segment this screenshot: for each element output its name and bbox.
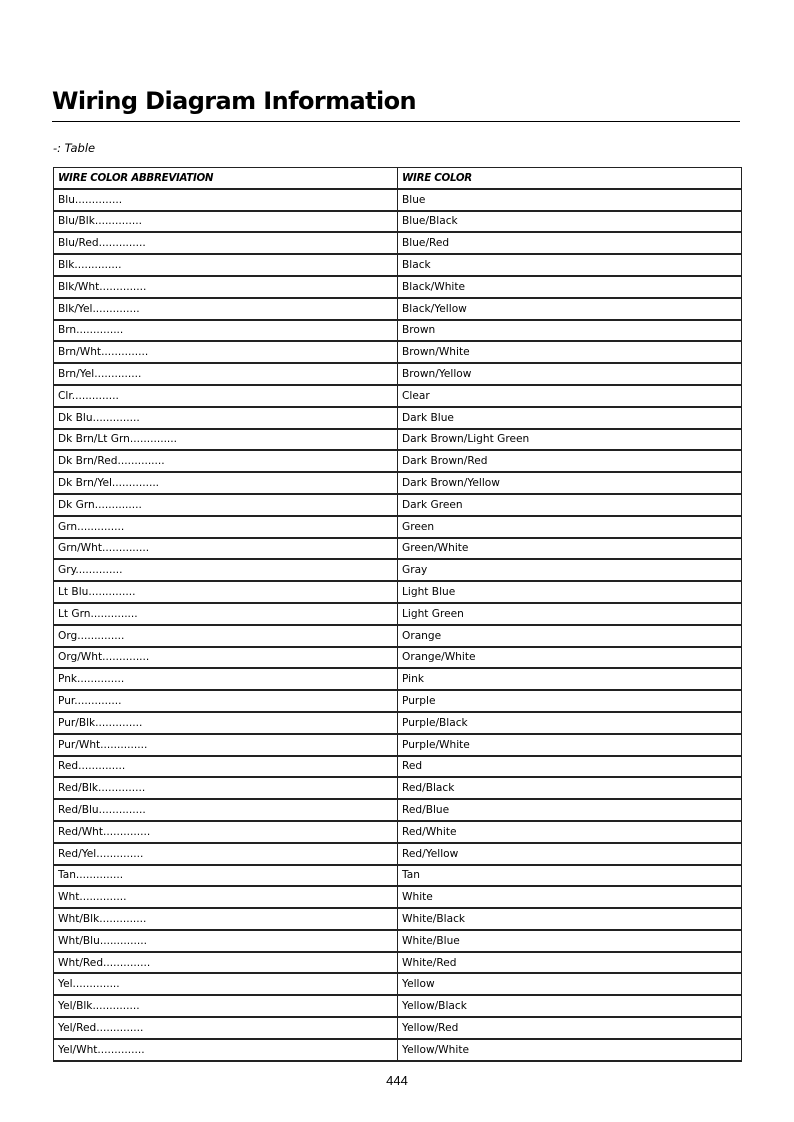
- abbreviation-cell: Wht/Blk..............: [54, 908, 398, 930]
- wire-color-cell: Yellow/White: [398, 1039, 742, 1061]
- abbreviation-cell: Lt Blu..............: [54, 581, 398, 603]
- wire-color-cell: Red/White: [398, 821, 742, 843]
- abbreviation-cell: Red/Wht..............: [54, 821, 398, 843]
- abbreviation-cell: Tan..............: [54, 865, 398, 887]
- abbreviation-cell: Blu/Blk..............: [54, 211, 398, 233]
- abbreviation-cell: Grn/Wht..............: [54, 538, 398, 560]
- wire-color-cell: Purple/Black: [398, 712, 742, 734]
- abbreviation-cell: Gry..............: [54, 559, 398, 581]
- table-row: [54, 821, 742, 843]
- table-row: [54, 516, 742, 538]
- wire-color-cell: Tan: [398, 865, 742, 887]
- table-row: [54, 777, 742, 799]
- wire-color-cell: Dark Green: [398, 494, 742, 516]
- wire-color-cell: Dark Blue: [398, 407, 742, 429]
- wire-color-cell: Yellow: [398, 973, 742, 995]
- wire-color-cell: Brown/White: [398, 341, 742, 363]
- wire-color-table: [53, 167, 742, 1062]
- table-row: [54, 407, 742, 429]
- wire-color-cell: White/Black: [398, 908, 742, 930]
- table-row: [54, 690, 742, 712]
- table-body: [54, 189, 742, 1061]
- abbreviation-cell: Blu..............: [54, 189, 398, 211]
- table-row: [54, 385, 742, 407]
- abbreviation-cell: Dk Brn/Lt Grn..............: [54, 429, 398, 451]
- table-row: [54, 320, 742, 342]
- wire-color-cell: Green: [398, 516, 742, 538]
- page-title: Wiring Diagram Information: [52, 86, 740, 122]
- abbreviation-cell: Dk Brn/Red..............: [54, 450, 398, 472]
- abbreviation-cell: Dk Blu..............: [54, 407, 398, 429]
- abbreviation-cell: Red..............: [54, 756, 398, 778]
- abbreviation-cell: Grn..............: [54, 516, 398, 538]
- wire-color-cell: Black/Yellow: [398, 298, 742, 320]
- wire-color-cell: Yellow/Black: [398, 995, 742, 1017]
- table-row: [54, 930, 742, 952]
- table-row: [54, 276, 742, 298]
- abbreviation-cell: Brn/Wht..............: [54, 341, 398, 363]
- abbreviation-cell: Dk Brn/Yel..............: [54, 472, 398, 494]
- abbreviation-cell: Org/Wht..............: [54, 647, 398, 669]
- wire-color-cell: Red/Blue: [398, 799, 742, 821]
- abbreviation-cell: Clr..............: [54, 385, 398, 407]
- table-row: [54, 625, 742, 647]
- abbreviation-cell: Yel/Red..............: [54, 1017, 398, 1039]
- wire-color-cell: Black: [398, 254, 742, 276]
- abbreviation-cell: Lt Grn..............: [54, 603, 398, 625]
- abbreviation-cell: Blu/Red..............: [54, 232, 398, 254]
- table-row: [54, 494, 742, 516]
- wire-color-cell: Brown: [398, 320, 742, 342]
- table-row: [54, 952, 742, 974]
- abbreviation-cell: Brn..............: [54, 320, 398, 342]
- abbreviation-cell: Wht/Blu..............: [54, 930, 398, 952]
- abbreviation-cell: Brn/Yel..............: [54, 363, 398, 385]
- table-row: [54, 450, 742, 472]
- wire-color-cell: Brown/Yellow: [398, 363, 742, 385]
- wire-color-cell: Red/Black: [398, 777, 742, 799]
- abbreviation-cell: Wht/Red..............: [54, 952, 398, 974]
- wire-color-cell: Blue/Black: [398, 211, 742, 233]
- column-header-wire-color: WIRE COLOR: [398, 168, 742, 189]
- table-row: [54, 298, 742, 320]
- table-row: [54, 668, 742, 690]
- abbreviation-cell: Org..............: [54, 625, 398, 647]
- wire-color-cell: Purple/White: [398, 734, 742, 756]
- table-row: [54, 843, 742, 865]
- abbreviation-cell: Red/Blu..............: [54, 799, 398, 821]
- table-row: [54, 995, 742, 1017]
- abbreviation-cell: Dk Grn..............: [54, 494, 398, 516]
- abbreviation-cell: Pur..............: [54, 690, 398, 712]
- table-row: [54, 538, 742, 560]
- table-row: [54, 341, 742, 363]
- table-row: [54, 734, 742, 756]
- table-row: [54, 254, 742, 276]
- table-header-row: [54, 168, 742, 189]
- wire-color-cell: Dark Brown/Red: [398, 450, 742, 472]
- wire-color-cell: Light Blue: [398, 581, 742, 603]
- table-row: [54, 756, 742, 778]
- wire-color-cell: Gray: [398, 559, 742, 581]
- table-row: [54, 1017, 742, 1039]
- abbreviation-cell: Yel/Wht..............: [54, 1039, 398, 1061]
- table-row: [54, 647, 742, 669]
- wire-color-cell: Orange/White: [398, 647, 742, 669]
- abbreviation-cell: Pur/Blk..............: [54, 712, 398, 734]
- wire-color-cell: Black/White: [398, 276, 742, 298]
- table-row: [54, 799, 742, 821]
- wire-color-cell: Blue: [398, 189, 742, 211]
- abbreviation-cell: Red/Yel..............: [54, 843, 398, 865]
- table-row: [54, 211, 742, 233]
- column-header-abbreviation: WIRE COLOR ABBREVIATION: [54, 168, 398, 189]
- table-row: [54, 363, 742, 385]
- table-row: [54, 603, 742, 625]
- table-row: [54, 232, 742, 254]
- table-row: [54, 1039, 742, 1061]
- table-caption: -: Table: [53, 141, 96, 155]
- abbreviation-cell: Wht..............: [54, 886, 398, 908]
- wire-color-cell: Orange: [398, 625, 742, 647]
- table-row: [54, 559, 742, 581]
- wire-color-cell: White: [398, 886, 742, 908]
- wire-color-cell: Light Green: [398, 603, 742, 625]
- abbreviation-cell: Yel/Blk..............: [54, 995, 398, 1017]
- wire-color-cell: Clear: [398, 385, 742, 407]
- table-row: [54, 581, 742, 603]
- wire-color-cell: Green/White: [398, 538, 742, 560]
- wire-color-cell: Red/Yellow: [398, 843, 742, 865]
- table-row: [54, 973, 742, 995]
- wire-color-cell: Purple: [398, 690, 742, 712]
- table-row: [54, 429, 742, 451]
- page-number: 444: [386, 1073, 408, 1088]
- abbreviation-cell: Pnk..............: [54, 668, 398, 690]
- wire-color-cell: Dark Brown/Yellow: [398, 472, 742, 494]
- table-row: [54, 886, 742, 908]
- abbreviation-cell: Red/Blk..............: [54, 777, 398, 799]
- abbreviation-cell: Blk..............: [54, 254, 398, 276]
- abbreviation-cell: Yel..............: [54, 973, 398, 995]
- abbreviation-cell: Blk/Wht..............: [54, 276, 398, 298]
- wire-color-cell: Pink: [398, 668, 742, 690]
- table-row: [54, 908, 742, 930]
- table-row: [54, 472, 742, 494]
- table-row: [54, 712, 742, 734]
- abbreviation-cell: Blk/Yel..............: [54, 298, 398, 320]
- wire-color-cell: White/Blue: [398, 930, 742, 952]
- wire-color-cell: Dark Brown/Light Green: [398, 429, 742, 451]
- abbreviation-cell: Pur/Wht..............: [54, 734, 398, 756]
- wire-color-cell: Blue/Red: [398, 232, 742, 254]
- table-row: [54, 865, 742, 887]
- wire-color-cell: Yellow/Red: [398, 1017, 742, 1039]
- wire-color-cell: White/Red: [398, 952, 742, 974]
- table-row: [54, 189, 742, 211]
- wire-color-cell: Red: [398, 756, 742, 778]
